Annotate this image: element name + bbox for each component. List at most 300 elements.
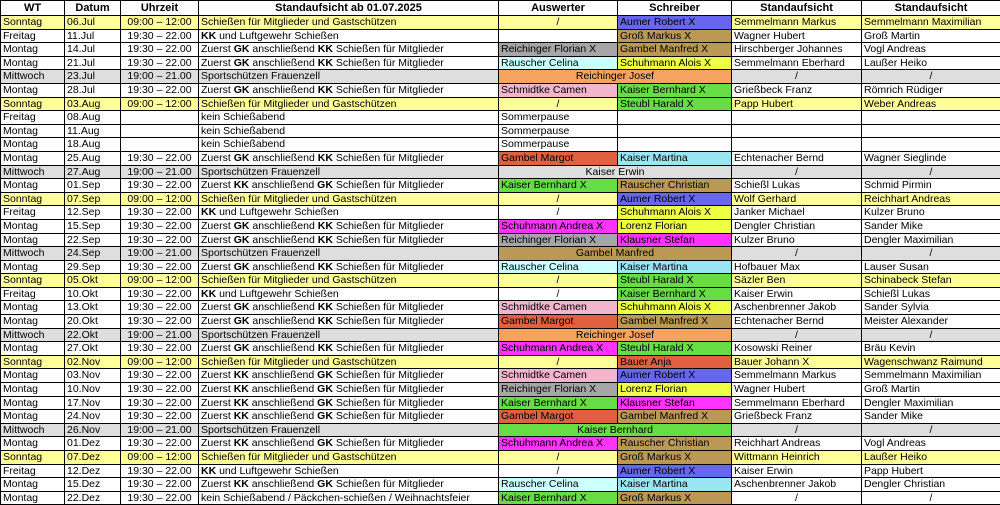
header-uhrzeit: Uhrzeit [121,1,199,16]
standaufsicht-1-cell: / [732,328,862,342]
weekday: Montag [1,410,65,424]
schreiber-cell: Aumer Robert X [618,464,732,478]
standaufsicht-2-cell: / [862,491,1000,505]
time: 09:00 – 12:00 [121,192,199,206]
auswerter-cell: / [499,464,618,478]
table-row [1,206,1000,220]
standaufsicht-2-cell: Vogl Andreas [862,43,1000,57]
table-row [1,97,1000,111]
standaufsicht-1-cell: Kosowski Reiner [732,342,862,356]
schreiber-cell: Groß Markus X [618,491,732,505]
schreiber-cell: Kaiser Martina [618,151,732,165]
table-row [1,233,1000,247]
standaufsicht-1-cell: Dengler Christian [732,219,862,233]
table-row [1,165,1000,179]
standaufsicht-2-cell: Schießl Lukas [862,287,1000,301]
event-description: Sportschützen Frauenzell [199,423,499,437]
standaufsicht-2-cell: / [862,70,1000,84]
standaufsicht-1-cell: Kaiser Erwin [732,464,862,478]
standaufsicht-1-cell: Kaiser Erwin [732,287,862,301]
weekday: Montag [1,124,65,138]
event-description: Sportschützen Frauenzell [199,70,499,84]
schreiber-cell: Gambel Manfred X [618,43,732,57]
schreiber-cell: Lorenz Florian [618,383,732,397]
schreiber-cell: Schuhmann Alois X [618,56,732,70]
auswerter-cell: Reichinger Florian X [499,383,618,397]
date: 07.Dez [65,451,121,465]
standaufsicht-2-cell [862,111,1000,125]
event-description: KK und Luftgewehr Schießen [199,29,499,43]
date: 24.Sep [65,247,121,261]
event-description: Zuerst KK anschließend GK Schießen für Mitglieder [199,179,499,193]
standaufsicht-2-cell: Schinabeck Stefan [862,274,1000,288]
table-row [1,29,1000,43]
date: 10.Okt [65,287,121,301]
standaufsicht-2-cell: Kulzer Bruno [862,206,1000,220]
standaufsicht-2-cell: Meister Alexander [862,315,1000,329]
time: 19:30 – 22.00 [121,342,199,356]
time: 19:30 – 22.00 [121,43,199,57]
date: 05.Okt [65,274,121,288]
event-description: Schießen für Mitglieder und Gastschützen [199,451,499,465]
time: 19:00 – 21.00 [121,423,199,437]
standaufsicht-2-cell: Laußer Heiko [862,451,1000,465]
time: 19:30 – 22.00 [121,478,199,492]
standaufsicht-1-cell [732,124,862,138]
table-row [1,410,1000,424]
standaufsicht-1-cell: / [732,423,862,437]
standaufsicht-1-cell: Kulzer Bruno [732,233,862,247]
auswerter-cell: Schuhmann Andrea X [499,437,618,451]
standaufsicht-2-cell: Groß Martin [862,383,1000,397]
date: 12.Dez [65,464,121,478]
event-description: Sportschützen Frauenzell [199,247,499,261]
standaufsicht-2-cell: Sander Sylvia [862,301,1000,315]
event-description: Zuerst GK anschließend KK Schießen für Mitglieder [199,219,499,233]
standaufsicht-1-cell: Hofbauer Max [732,260,862,274]
date: 08.Aug [65,111,121,125]
event-description: Zuerst GK anschließend KK Schießen für Mitglieder [199,233,499,247]
time: 09:00 – 12:00 [121,16,199,30]
date: 21.Jul [65,56,121,70]
time: 19:30 – 22.00 [121,464,199,478]
table-row [1,383,1000,397]
standaufsicht-1-cell: Semmelmann Eberhard [732,396,862,410]
standaufsicht-2-cell: / [862,423,1000,437]
event-description: Zuerst KK anschließend GK Schießen für Mitglieder [199,383,499,397]
standaufsicht-1-cell: Grießbeck Franz [732,410,862,424]
weekday: Mittwoch [1,70,65,84]
schreiber-cell: Groß Markus X [618,451,732,465]
time: 19:00 – 21.00 [121,70,199,84]
schreiber-cell: Kaiser Martina [618,260,732,274]
auswerter-cell: / [499,97,618,111]
weekday: Montag [1,342,65,356]
table-row [1,247,1000,261]
time: 19:30 – 22.00 [121,383,199,397]
standaufsicht-1-cell: Semmelmann Markus [732,369,862,383]
time: 19:30 – 22.00 [121,151,199,165]
date: 23.Jul [65,70,121,84]
auswerter-cell: Kaiser Bernhard X [499,491,618,505]
weekday: Montag [1,219,65,233]
auswerter-cell: / [499,192,618,206]
table-row [1,43,1000,57]
header-schreiber: Schreiber [618,1,732,16]
header-wt: WT [1,1,65,16]
table-row [1,423,1000,437]
date: 15.Dez [65,478,121,492]
standaufsicht-2-cell: Bräu Kevin [862,342,1000,356]
weekday: Sonntag [1,192,65,206]
auswerter-cell: Schmidtke Camen [499,301,618,315]
weekday: Montag [1,43,65,57]
table-row [1,287,1000,301]
table-row [1,301,1000,315]
weekday: Freitag [1,464,65,478]
weekday: Montag [1,396,65,410]
standaufsicht-2-cell: Römrich Rüdiger [862,83,1000,97]
event-description: Schießen für Mitglieder und Gastschützen [199,355,499,369]
weekday: Sonntag [1,355,65,369]
time: 19:00 – 21.00 [121,247,199,261]
merged-assignment: Reichinger Josef [499,70,732,84]
schreiber-cell: Kaiser Bernhard X [618,83,732,97]
standaufsicht-1-cell: Wagner Hubert [732,29,862,43]
schreiber-cell: Gambel Manfred X [618,410,732,424]
merged-assignment: Reichinger Josef [499,328,732,342]
time [121,124,199,138]
weekday: Montag [1,478,65,492]
table-row [1,111,1000,125]
time: 19:30 – 22.00 [121,396,199,410]
schreiber-cell: Steubl Harald X [618,342,732,356]
table-row [1,328,1000,342]
event-description: Sportschützen Frauenzell [199,165,499,179]
weekday: Montag [1,83,65,97]
auswerter-cell: Reichinger Florian X [499,233,618,247]
auswerter-cell: / [499,206,618,220]
standaufsicht-1-cell: Hirschberger Johannes [732,43,862,57]
auswerter-cell: Reichinger Florian X [499,43,618,57]
merged-assignment: Gambel Manfred [499,247,732,261]
table-row [1,83,1000,97]
weekday: Montag [1,369,65,383]
event-description: Zuerst GK anschließend KK Schießen für Mitglieder [199,260,499,274]
auswerter-cell: Gambel Margot [499,410,618,424]
standaufsicht-1-cell: Semmelmann Eberhard [732,56,862,70]
table-row [1,355,1000,369]
header-datum: Datum [65,1,121,16]
table-row [1,342,1000,356]
standaufsicht-2-cell: Sander Mike [862,410,1000,424]
schedule-body [1,16,1000,505]
standaufsicht-2-cell: / [862,247,1000,261]
table-row [1,274,1000,288]
time: 19:00 – 21.00 [121,328,199,342]
standaufsicht-2-cell: Wagner Sieglinde [862,151,1000,165]
date: 02.Nov [65,355,121,369]
standaufsicht-2-cell [862,124,1000,138]
schreiber-cell [618,124,732,138]
weekday: Freitag [1,206,65,220]
time: 19:00 – 21.00 [121,165,199,179]
table-row [1,16,1000,30]
weekday: Montag [1,383,65,397]
table-row [1,478,1000,492]
standaufsicht-2-cell: Wagenschwanz Raimund [862,355,1000,369]
time: 19:30 – 22.00 [121,179,199,193]
table-row [1,70,1000,84]
event-description: Zuerst GK anschließend KK Schießen für Mitglieder [199,56,499,70]
date: 24.Nov [65,410,121,424]
table-row [1,56,1000,70]
table-row [1,179,1000,193]
date: 03.Nov [65,369,121,383]
weekday: Freitag [1,111,65,125]
time: 19:30 – 22.00 [121,233,199,247]
header-standaufsicht-1: Standaufsicht [732,1,862,16]
auswerter-cell: Schuhmann Andrea X [499,219,618,233]
weekday: Freitag [1,287,65,301]
schreiber-cell: Aumer Robert X [618,192,732,206]
weekday: Mittwoch [1,423,65,437]
date: 15.Sep [65,219,121,233]
standaufsicht-1-cell: Säzler Ben [732,274,862,288]
standaufsicht-1-cell: Echtenacher Bernd [732,151,862,165]
schreiber-cell: Aumer Robert X [618,369,732,383]
schreiber-cell [618,111,732,125]
table-row [1,219,1000,233]
header-auswerter: Auswerter [499,1,618,16]
time: 09:00 – 12:00 [121,97,199,111]
weekday: Mittwoch [1,247,65,261]
date: 11.Aug [65,124,121,138]
time: 19:30 – 22.00 [121,287,199,301]
auswerter-cell: / [499,287,618,301]
schreiber-cell: Schuhmann Alois X [618,206,732,220]
time [121,111,199,125]
standaufsicht-1-cell: Aschenbrenner Jakob [732,301,862,315]
date: 29.Sep [65,260,121,274]
auswerter-cell: Schuhmann Andrea X [499,342,618,356]
schreiber-cell: Schuhmann Alois X [618,301,732,315]
table-row [1,192,1000,206]
standaufsicht-1-cell: Wagner Hubert [732,383,862,397]
date: 13.Okt [65,301,121,315]
schreiber-cell: Aumer Robert X [618,16,732,30]
standaufsicht-1-cell: Wittmann Heinrich [732,451,862,465]
event-description: kein Schießabend [199,138,499,152]
standaufsicht-1-cell: Grießbeck Franz [732,83,862,97]
auswerter-cell: Gambel Margot [499,151,618,165]
table-row [1,451,1000,465]
auswerter-cell: Rauscher Celina [499,56,618,70]
table-row [1,491,1000,505]
weekday: Montag [1,315,65,329]
merged-assignment: Kaiser Erwin [499,165,732,179]
standaufsicht-1-cell [732,111,862,125]
schreiber-cell: Groß Markus X [618,29,732,43]
event-description: Zuerst GK anschließend KK Schießen für Mitglieder [199,43,499,57]
auswerter-cell: Schmidtke Camen [499,83,618,97]
auswerter-cell: / [499,451,618,465]
time: 19:30 – 22.00 [121,491,199,505]
time: 19:30 – 22.00 [121,369,199,383]
date: 18.Aug [65,138,121,152]
auswerter-cell: Gambel Margot [499,315,618,329]
standaufsicht-2-cell: Sander Mike [862,219,1000,233]
weekday: Montag [1,301,65,315]
event-description: KK und Luftgewehr Schießen [199,287,499,301]
weekday: Sonntag [1,451,65,465]
standaufsicht-2-cell: Schmid Pirmin [862,179,1000,193]
merged-assignment: Kaiser Bernhard [499,423,732,437]
weekday: Mittwoch [1,165,65,179]
standaufsicht-2-cell: / [862,328,1000,342]
header-standaufsicht-2: Standaufsicht [862,1,1000,16]
auswerter-cell: Sommerpause [499,138,618,152]
weekday: Montag [1,437,65,451]
date: 01.Sep [65,179,121,193]
time: 09:00 – 12:00 [121,451,199,465]
weekday: Freitag [1,29,65,43]
standaufsicht-1-cell [732,138,862,152]
event-description: KK und Luftgewehr Schießen [199,464,499,478]
event-description: Schießen für Mitglieder und Gastschützen [199,97,499,111]
date: 22.Sep [65,233,121,247]
weekday: Montag [1,491,65,505]
time: 19:30 – 22.00 [121,260,199,274]
time: 09:00 – 12:00 [121,274,199,288]
weekday: Mittwoch [1,328,65,342]
standaufsicht-2-cell: Vogl Andreas [862,437,1000,451]
event-description: Zuerst KK anschließend GK Schießen für Mitglieder [199,437,499,451]
table-row [1,138,1000,152]
schreiber-cell: Steubl Harald X [618,97,732,111]
auswerter-cell: / [499,274,618,288]
date: 22.Dez [65,491,121,505]
date: 17.Nov [65,396,121,410]
event-description: Schießen für Mitglieder und Gastschützen [199,192,499,206]
standaufsicht-1-cell: Semmelmann Markus [732,16,862,30]
event-description: Schießen für Mitglieder und Gastschützen [199,16,499,30]
schreiber-cell: Bauer Anja [618,355,732,369]
time: 19:30 – 22.00 [121,56,199,70]
weekday: Sonntag [1,97,65,111]
date: 07.Sep [65,192,121,206]
standaufsicht-2-cell: Groß Martin [862,29,1000,43]
standaufsicht-1-cell: Papp Hubert [732,97,862,111]
event-description: KK und Luftgewehr Schießen [199,206,499,220]
time: 19:30 – 22.00 [121,437,199,451]
date: 27.Okt [65,342,121,356]
auswerter-cell: Kaiser Bernhard X [499,179,618,193]
event-description: Zuerst KK anschließend GK Schießen für Mitglieder [199,478,499,492]
date: 14.Jul [65,43,121,57]
auswerter-cell: Kaiser Bernhard X [499,396,618,410]
event-description: Zuerst GK anschließend KK Schießen für Mitglieder [199,342,499,356]
event-description: Zuerst GK anschließend KK Schießen für Mitglieder [199,83,499,97]
date: 06.Jul [65,16,121,30]
auswerter-cell: Rauscher Celina [499,478,618,492]
standaufsicht-2-cell: Lauser Susan [862,260,1000,274]
time: 19:30 – 22.00 [121,83,199,97]
standaufsicht-2-cell: Semmelmann Maximilian [862,369,1000,383]
date: 11.Jul [65,29,121,43]
date: 22.Okt [65,328,121,342]
standaufsicht-1-cell: / [732,247,862,261]
time: 19:30 – 22.00 [121,410,199,424]
event-description: kein Schießabend [199,111,499,125]
time: 19:30 – 22.00 [121,206,199,220]
standaufsicht-1-cell: Wolf Gerhard [732,192,862,206]
table-row [1,151,1000,165]
standaufsicht-1-cell: Echtenacher Bernd [732,315,862,329]
schreiber-cell: Kaiser Martina [618,478,732,492]
standaufsicht-2-cell: Weber Andreas [862,97,1000,111]
event-description: kein Schießabend [199,124,499,138]
standaufsicht-1-cell: / [732,165,862,179]
event-description: Zuerst GK anschließend KK Schießen für Mitglieder [199,301,499,315]
table-row [1,124,1000,138]
date: 01.Dez [65,437,121,451]
standaufsicht-1-cell: / [732,491,862,505]
weekday: Sonntag [1,16,65,30]
standaufsicht-2-cell: Laußer Heiko [862,56,1000,70]
standaufsicht-1-cell: / [732,70,862,84]
auswerter-cell: Sommerpause [499,124,618,138]
standaufsicht-2-cell: Papp Hubert [862,464,1000,478]
standaufsicht-2-cell [862,138,1000,152]
date: 20.Okt [65,315,121,329]
schreiber-cell: Klausner Stefan [618,233,732,247]
auswerter-cell: Rauscher Celina [499,260,618,274]
table-row [1,315,1000,329]
auswerter-cell: / [499,355,618,369]
schreiber-cell: Rauscher Christian [618,179,732,193]
weekday: Montag [1,260,65,274]
date: 28.Jul [65,83,121,97]
event-description: Zuerst KK anschließend GK Schießen für Mitglieder [199,369,499,383]
time: 19:30 – 22.00 [121,315,199,329]
standaufsicht-1-cell: Reichhart Andreas [732,437,862,451]
schreiber-cell: Lorenz Florian [618,219,732,233]
date: 27.Aug [65,165,121,179]
event-description: kein Schießabend / Päckchen-schießen / Weihnachtsfeier [199,491,499,505]
weekday: Montag [1,151,65,165]
date: 26.Nov [65,423,121,437]
auswerter-cell: Schmidtke Camen [499,369,618,383]
schreiber-cell: Kaiser Bernhard X [618,287,732,301]
weekday: Montag [1,56,65,70]
auswerter-cell: Sommerpause [499,111,618,125]
time: 19:30 – 22.00 [121,219,199,233]
schreiber-cell: Rauscher Christian [618,437,732,451]
table-row [1,369,1000,383]
standaufsicht-2-cell: Dengler Maximilian [862,396,1000,410]
standaufsicht-1-cell: Aschenbrenner Jakob [732,478,862,492]
schreiber-cell: Klausner Stefan [618,396,732,410]
event-description: Zuerst KK anschließend GK Schießen für Mitglieder [199,410,499,424]
header-row [1,1,1000,16]
header-standaufsicht-title: Standaufsicht ab 01.07.2025 [199,1,499,16]
weekday: Montag [1,179,65,193]
standaufsicht-1-cell: Schießl Lukas [732,179,862,193]
standaufsicht-2-cell: Dengler Maximilian [862,233,1000,247]
event-description: Schießen für Mitglieder und Gastschützen [199,274,499,288]
standaufsicht-2-cell: / [862,165,1000,179]
